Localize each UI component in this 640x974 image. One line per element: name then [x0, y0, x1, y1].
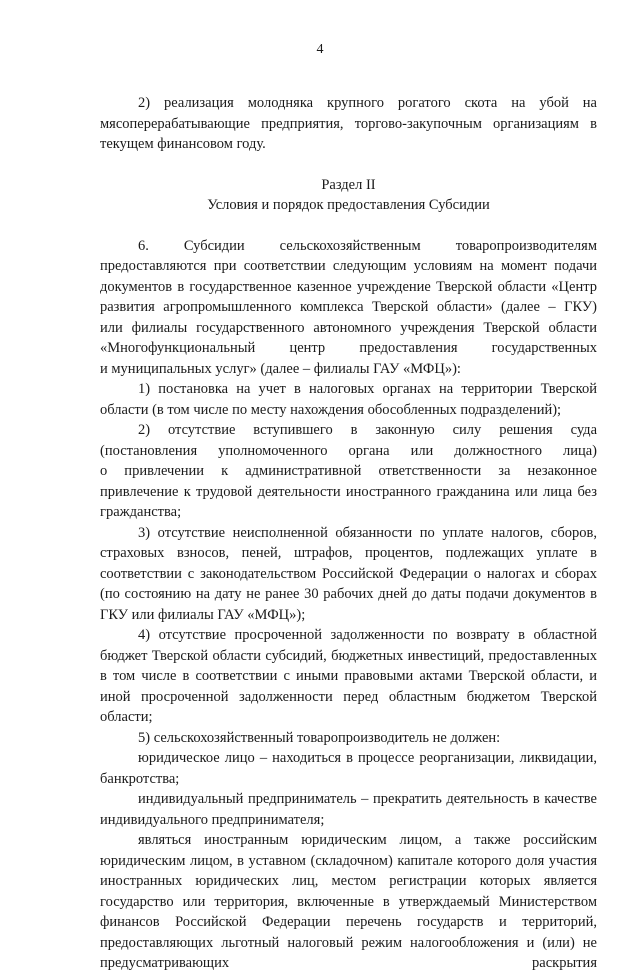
condition-2-line: о привлечении к административной ответственности за незаконное	[100, 463, 597, 479]
condition-5-entrepreneur: индивидуальный предприниматель – прекратить деятельность в качестве индивидуального предпринимателя;	[100, 791, 597, 828]
condition-3: 3) отсутствие неисполненной обязанности по уплате налогов, сборов, страховых взносов, пеней, штрафов, процентов, подлежащих уплате в соответствии с законодательством Российской Федерации о налогах и сборах (по состоянию на дату не ранее 30 рабочих дней до даты подачи документов в ГКУ или филиалы ГАУ «МФЦ»);	[100, 524, 597, 623]
condition-2-line: привлечение к трудовой деятельности иностранного гражданина или лица без	[100, 483, 597, 500]
condition-5-legal-entity: юридическое лицо – находиться в процессе реорганизации, ликвидации, банкротства;	[100, 750, 597, 787]
document-body	[100, 93, 597, 974]
condition-5: 5) сельскохозяйственный товаропроизводитель не должен:	[138, 729, 501, 746]
condition-2-line: 2) отсутствие вступившего в законную силу решения суда	[138, 422, 597, 438]
section-title: Раздел II	[321, 176, 376, 193]
condition-2-line: (постановления уполномоченного органа или должностного лица)	[100, 442, 597, 459]
paragraph-6-line: или филиалы государственного автономного учреждения Тверской области	[100, 319, 597, 336]
condition-5-foreign-entity: являться иностранным юридическим лицом, а также российским юридическим лицом, в уставном (складочном) капитале которого доля участия иностранных юридических лиц, местом регистрации которых является государство или территория, включенные в утверждаемый Министерством финансов Российской Федерации перечень государств и территорий, предоставляющих льготный налоговый режим налогообложения и (или) не предусматривающих раскрытия	[100, 832, 597, 971]
paragraph-6-line: развития агропромышленного комплекса Тверской области» (далее – ГКУ)	[100, 299, 597, 315]
paragraph-6-line: и муниципальных услуг» (далее – филиалы ГАУ «МФЦ»):	[100, 360, 461, 377]
paragraph-6-line: «Многофункциональный центр предоставления государственных	[100, 340, 597, 356]
section-subtitle: Условия и порядок предоставления Субсидии	[207, 197, 490, 213]
paragraph-6-line: 6. Субсидии сельскохозяйственным товаропроизводителям	[138, 237, 597, 254]
paragraph-6-line: предоставляются при соответствии следующим условиям на момент подачи	[100, 258, 597, 274]
page-number: 4	[316, 42, 324, 57]
paragraph-intro: 2) реализация молодняка крупного рогатого скота на убой на мясоперерабатывающие предприятия, торгово-закупочным организациям в текущем финансовом году.	[100, 95, 597, 152]
condition-2-line: гражданства;	[100, 504, 182, 520]
condition-1: 1) постановка на учет в налоговых органах на территории Тверской области (в том числе по месту нахождения обособленных подразделений);	[100, 381, 597, 418]
paragraph-6-line: документов в государственное казенное учреждение Тверской области «Центр	[100, 278, 597, 295]
condition-4: 4) отсутствие просроченной задолженности по возврату в областной бюджет Тверской области субсидий, бюджетных инвестиций, предоставленных в том числе в соответствии с иными правовыми актами Тверской области, и иной просроченной задолженности перед областным бюджетом Тверской области;	[100, 627, 597, 725]
condition-2	[100, 420, 597, 523]
paragraph-6	[100, 236, 597, 380]
